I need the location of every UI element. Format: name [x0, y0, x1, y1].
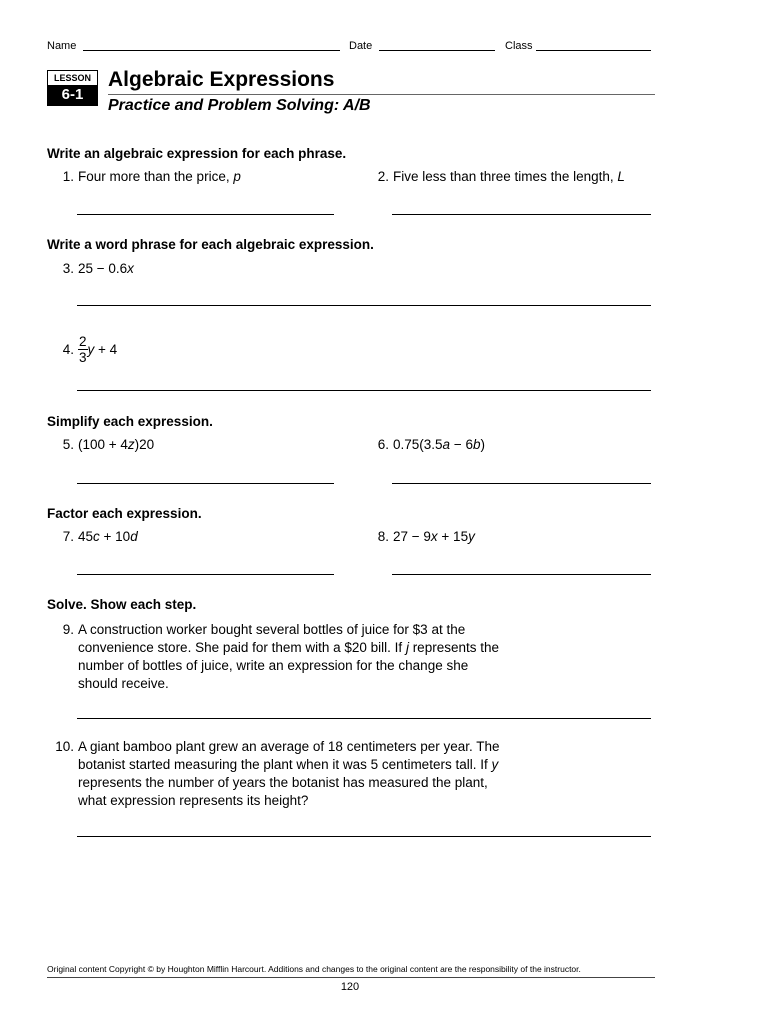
answer-line-5[interactable]: [77, 483, 334, 484]
lesson-subtitle: Practice and Problem Solving: A/B: [108, 97, 371, 114]
name-field[interactable]: [83, 50, 340, 51]
class-field[interactable]: [536, 50, 651, 51]
copyright-notice: Original content Copyright © by Houghton Mifflin Harcourt. Additions and changes to the original content are the responsibility of the instructor.: [47, 964, 581, 974]
footer-divider: [47, 977, 655, 978]
answer-line-4[interactable]: [77, 390, 651, 391]
problem-1: 1. Four more than the price, p: [62, 169, 241, 184]
section-heading-3: Simplify each expression.: [47, 414, 213, 429]
section-heading-4: Factor each expression.: [47, 506, 202, 521]
answer-line-2[interactable]: [392, 214, 651, 215]
problem-10: 10. A giant bamboo plant grew an average of 18 centimeters per year. The botanist started measuring the plant when it was 5 centimeters tall. If y represents the number of years the botanist has measured the plant, what expression represents its height?: [55, 739, 500, 808]
lesson-badge-label: LESSON: [48, 71, 97, 85]
lesson-badge: [47, 70, 98, 106]
section-heading-1: Write an algebraic expression for each phrase.: [47, 146, 347, 161]
lesson-number: 6-1: [48, 85, 97, 105]
answer-line-10[interactable]: [77, 836, 651, 837]
answer-line-7[interactable]: [77, 574, 334, 575]
date-label: Date: [349, 40, 373, 52]
answer-line-9[interactable]: [77, 718, 651, 719]
fraction: $\frac{2}{3}$: [79, 334, 87, 365]
section-heading-2: Write a word phrase for each algebraic expression.: [47, 237, 374, 252]
answer-line-1[interactable]: [77, 214, 334, 215]
answer-line-8[interactable]: [392, 574, 651, 575]
problem-3: 3. 25 − 0.6x: [62, 261, 134, 276]
date-field[interactable]: [379, 50, 495, 51]
problem-4: 4. $\frac{2}{3}$ y + 4: [62, 334, 118, 365]
problem-9: 9. A construction worker bought several bottles of juice for $3 at the convenience store. She paid for them with a $20 bill. If j represents the number of bottles of juice, write an expression for the change she should receive.: [62, 622, 499, 691]
section-heading-5: Solve. Show each step.: [47, 597, 197, 612]
problem-5: 5. (100 + 4z)20: [62, 437, 155, 452]
problem-2: 2. Five less than three times the length, L: [377, 169, 625, 184]
answer-line-3[interactable]: [77, 305, 651, 306]
class-label: Class: [505, 40, 533, 52]
problem-8: 8. 27 − 9x + 15y: [377, 529, 475, 544]
problem-7: 7. 45c + 10d: [62, 529, 138, 544]
problem-6: 6. 0.75(3.5a − 6b): [377, 437, 485, 452]
title-divider: [108, 94, 655, 95]
page-number: 120: [340, 981, 360, 993]
name-label: Name: [47, 40, 77, 52]
lesson-title: Algebraic Expressions: [108, 68, 335, 91]
answer-line-6[interactable]: [392, 483, 651, 484]
